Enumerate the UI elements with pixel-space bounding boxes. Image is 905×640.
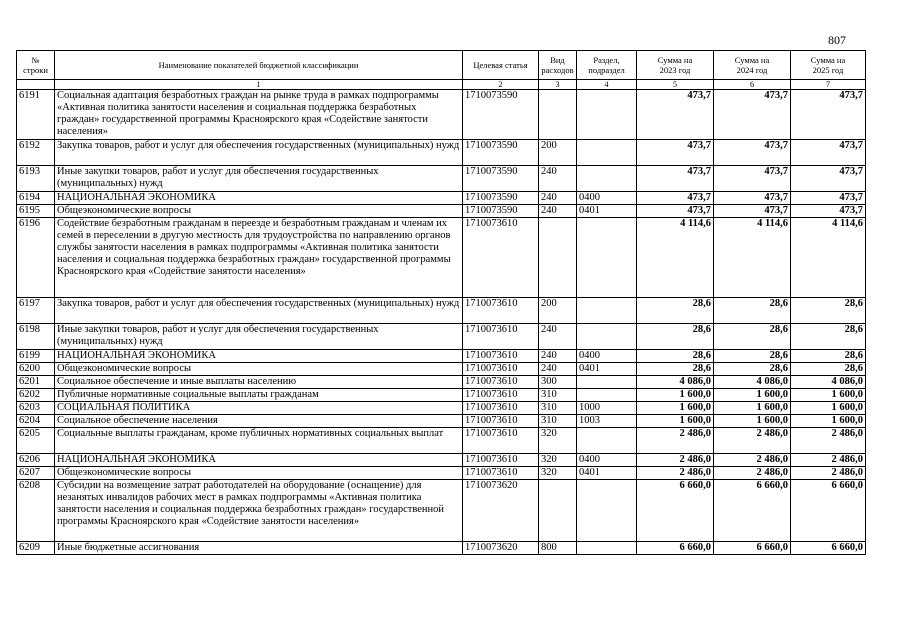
section-cell bbox=[577, 140, 637, 166]
header-sum-2023-text: Сумма на 2023 год bbox=[657, 55, 693, 75]
target-article-cell: 1710073590 bbox=[463, 140, 539, 166]
target-article-cell: 1710073610 bbox=[463, 415, 539, 428]
sum-2023-cell: 473,7 bbox=[637, 205, 714, 218]
sum-2024-cell: 4 086,0 bbox=[714, 376, 791, 389]
sum-2025-cell: 1 600,0 bbox=[791, 389, 866, 402]
indicator-name-cell: СОЦИАЛЬНАЯ ПОЛИТИКА bbox=[55, 402, 463, 415]
sum-2024-cell: 2 486,0 bbox=[714, 428, 791, 454]
column-number: 2 bbox=[463, 80, 539, 90]
column-number-row bbox=[17, 80, 866, 90]
indicator-name-cell: Субсидии на возмещение затрат работодателей на оборудование (оснащение) для незанятых инвалидов рабочих мест в рамках подпрограммы «Активная политика занятости населения и социальная поддержка безработных граждан» государственной программы Красноярского края «Содействие занятости населения» bbox=[55, 480, 463, 542]
row-number-cell: 6208 bbox=[17, 480, 55, 542]
expense-type-cell: 310 bbox=[539, 415, 577, 428]
target-article-cell: 1710073610 bbox=[463, 376, 539, 389]
target-article-cell: 1710073610 bbox=[463, 454, 539, 467]
indicator-name-cell: Социальное обеспечение и иные выплаты населению bbox=[55, 376, 463, 389]
indicator-name-cell: Публичные нормативные социальные выплаты гражданам bbox=[55, 389, 463, 402]
header-sum-2025-text: Сумма на 2025 год bbox=[810, 55, 846, 75]
table-row bbox=[17, 402, 866, 415]
header-sum-2024-text: Сумма на 2024 год bbox=[734, 55, 770, 75]
section-cell bbox=[577, 480, 637, 542]
section-cell bbox=[577, 90, 637, 140]
sum-2024-cell: 6 660,0 bbox=[714, 542, 791, 555]
header-section bbox=[577, 51, 637, 80]
expense-type-cell: 300 bbox=[539, 376, 577, 389]
expense-type-cell: 240 bbox=[539, 192, 577, 205]
sum-2023-cell: 2 486,0 bbox=[637, 428, 714, 454]
sum-2024-cell: 473,7 bbox=[714, 140, 791, 166]
indicator-name-cell: Социальная адаптация безработных граждан на рынке труда в рамках подпрограммы «Активная политика занятости населения и социальная поддержка безработных граждан» государственной программы Красноярского края «Содействие занятости населения» bbox=[55, 90, 463, 140]
header-row-no bbox=[17, 51, 55, 80]
sum-2024-cell: 473,7 bbox=[714, 90, 791, 140]
sum-2023-cell: 1 600,0 bbox=[637, 415, 714, 428]
expense-type-cell bbox=[539, 480, 577, 542]
row-number-cell: 6199 bbox=[17, 350, 55, 363]
column-number: 1 bbox=[55, 80, 463, 90]
expense-type-cell: 240 bbox=[539, 166, 577, 192]
target-article-cell: 1710073610 bbox=[463, 428, 539, 454]
sum-2025-cell: 1 600,0 bbox=[791, 402, 866, 415]
section-cell: 1000 bbox=[577, 402, 637, 415]
sum-2025-cell: 6 660,0 bbox=[791, 542, 866, 555]
sum-2025-cell: 4 114,6 bbox=[791, 218, 866, 298]
expense-type-cell: 200 bbox=[539, 140, 577, 166]
sum-2024-cell: 1 600,0 bbox=[714, 402, 791, 415]
table-row bbox=[17, 350, 866, 363]
target-article-cell: 1710073590 bbox=[463, 166, 539, 192]
sum-2025-cell: 28,6 bbox=[791, 350, 866, 363]
row-number-cell: 6205 bbox=[17, 428, 55, 454]
section-cell bbox=[577, 298, 637, 324]
sum-2024-cell: 2 486,0 bbox=[714, 467, 791, 480]
table-row bbox=[17, 324, 866, 350]
row-number-cell: 6202 bbox=[17, 389, 55, 402]
row-number-cell: 6207 bbox=[17, 467, 55, 480]
target-article-cell: 1710073590 bbox=[463, 205, 539, 218]
row-number-cell: 6204 bbox=[17, 415, 55, 428]
expense-type-cell: 310 bbox=[539, 389, 577, 402]
indicator-name-cell: Закупка товаров, работ и услуг для обеспечения государственных (муниципальных) нужд bbox=[55, 140, 463, 166]
sum-2023-cell: 4 086,0 bbox=[637, 376, 714, 389]
target-article-cell: 1710073610 bbox=[463, 350, 539, 363]
sum-2023-cell: 473,7 bbox=[637, 192, 714, 205]
target-article-cell: 1710073610 bbox=[463, 363, 539, 376]
sum-2025-cell: 473,7 bbox=[791, 205, 866, 218]
expense-type-cell: 310 bbox=[539, 402, 577, 415]
sum-2023-cell: 28,6 bbox=[637, 363, 714, 376]
expense-type-cell: 240 bbox=[539, 205, 577, 218]
table-row bbox=[17, 166, 866, 192]
indicator-name-cell: Содействие безработным гражданам в переезде и безработным гражданам и членам их семей в переселении в другую местность для трудоустройства по направлению органов службы занятости населения в рамках подпрограммы «Активная политика занятости населения и социальная поддержка безработных граждан» государственной программы Красноярского края «Содействие занятости населения» bbox=[55, 218, 463, 298]
row-number-cell: 6206 bbox=[17, 454, 55, 467]
sum-2025-cell: 2 486,0 bbox=[791, 467, 866, 480]
sum-2024-cell: 28,6 bbox=[714, 350, 791, 363]
table-row bbox=[17, 467, 866, 480]
sum-2024-cell: 28,6 bbox=[714, 363, 791, 376]
budget-table bbox=[16, 50, 866, 555]
sum-2024-cell: 1 600,0 bbox=[714, 389, 791, 402]
sum-2024-cell: 2 486,0 bbox=[714, 454, 791, 467]
column-number: 4 bbox=[577, 80, 637, 90]
indicator-name-cell: НАЦИОНАЛЬНАЯ ЭКОНОМИКА bbox=[55, 350, 463, 363]
sum-2023-cell: 2 486,0 bbox=[637, 454, 714, 467]
sum-2023-cell: 28,6 bbox=[637, 350, 714, 363]
expense-type-cell: 320 bbox=[539, 428, 577, 454]
sum-2024-cell: 473,7 bbox=[714, 166, 791, 192]
table-row bbox=[17, 415, 866, 428]
table-row bbox=[17, 298, 866, 324]
indicator-name-cell: НАЦИОНАЛЬНАЯ ЭКОНОМИКА bbox=[55, 192, 463, 205]
sum-2023-cell: 6 660,0 bbox=[637, 480, 714, 542]
header-target bbox=[463, 51, 539, 80]
target-article-cell: 1710073610 bbox=[463, 218, 539, 298]
expense-type-cell: 240 bbox=[539, 350, 577, 363]
sum-2023-cell: 473,7 bbox=[637, 90, 714, 140]
section-cell: 1003 bbox=[577, 415, 637, 428]
row-number-cell: 6194 bbox=[17, 192, 55, 205]
header-row bbox=[17, 51, 866, 80]
sum-2023-cell: 473,7 bbox=[637, 140, 714, 166]
table-row bbox=[17, 480, 866, 542]
sum-2024-cell: 6 660,0 bbox=[714, 480, 791, 542]
table-row bbox=[17, 205, 866, 218]
target-article-cell: 1710073620 bbox=[463, 480, 539, 542]
header-type-text: Вид расходов bbox=[541, 55, 574, 75]
sum-2025-cell: 4 086,0 bbox=[791, 376, 866, 389]
indicator-name-cell: Иные закупки товаров, работ и услуг для обеспечения государственных (муниципальных) нужд bbox=[55, 166, 463, 192]
indicator-name-cell: Иные бюджетные ассигнования bbox=[55, 542, 463, 555]
column-number: 7 bbox=[791, 80, 866, 90]
section-cell bbox=[577, 389, 637, 402]
sum-2025-cell: 28,6 bbox=[791, 363, 866, 376]
table-body bbox=[17, 90, 866, 555]
indicator-name-cell: Иные закупки товаров, работ и услуг для обеспечения государственных (муниципальных) нужд bbox=[55, 324, 463, 350]
sum-2025-cell: 473,7 bbox=[791, 140, 866, 166]
sum-2023-cell: 1 600,0 bbox=[637, 389, 714, 402]
indicator-name-cell: Общеэкономические вопросы bbox=[55, 363, 463, 376]
section-cell: 0401 bbox=[577, 467, 637, 480]
table-row bbox=[17, 192, 866, 205]
row-number-cell: 6201 bbox=[17, 376, 55, 389]
sum-2025-cell: 2 486,0 bbox=[791, 428, 866, 454]
indicator-name-cell: Социальные выплаты гражданам, кроме публичных нормативных социальных выплат bbox=[55, 428, 463, 454]
section-cell: 0401 bbox=[577, 363, 637, 376]
row-number-cell: 6191 bbox=[17, 90, 55, 140]
expense-type-cell: 320 bbox=[539, 467, 577, 480]
header-sum-2023 bbox=[637, 51, 714, 80]
sum-2024-cell: 473,7 bbox=[714, 205, 791, 218]
column-number: 5 bbox=[637, 80, 714, 90]
expense-type-cell: 320 bbox=[539, 454, 577, 467]
sum-2025-cell: 28,6 bbox=[791, 298, 866, 324]
column-number: 6 bbox=[714, 80, 791, 90]
section-cell bbox=[577, 376, 637, 389]
indicator-name-cell: Закупка товаров, работ и услуг для обеспечения государственных (муниципальных) нужд bbox=[55, 298, 463, 324]
header-name bbox=[55, 51, 463, 80]
table-row bbox=[17, 454, 866, 467]
target-article-cell: 1710073610 bbox=[463, 389, 539, 402]
table-row bbox=[17, 542, 866, 555]
section-cell bbox=[577, 428, 637, 454]
expense-type-cell: 240 bbox=[539, 324, 577, 350]
sum-2023-cell: 2 486,0 bbox=[637, 467, 714, 480]
sum-2023-cell: 28,6 bbox=[637, 324, 714, 350]
expense-type-cell: 800 bbox=[539, 542, 577, 555]
header-row-no-text: № строки bbox=[23, 55, 48, 75]
expense-type-cell: 200 bbox=[539, 298, 577, 324]
row-number-cell: 6198 bbox=[17, 324, 55, 350]
sum-2024-cell: 28,6 bbox=[714, 298, 791, 324]
header-sum-2025 bbox=[791, 51, 866, 80]
row-number-cell: 6209 bbox=[17, 542, 55, 555]
row-number-cell: 6195 bbox=[17, 205, 55, 218]
row-number-cell: 6193 bbox=[17, 166, 55, 192]
target-article-cell: 1710073590 bbox=[463, 90, 539, 140]
row-number-cell: 6192 bbox=[17, 140, 55, 166]
sum-2025-cell: 473,7 bbox=[791, 192, 866, 205]
expense-type-cell bbox=[539, 90, 577, 140]
table-row bbox=[17, 90, 866, 140]
sum-2025-cell: 473,7 bbox=[791, 166, 866, 192]
section-cell: 0401 bbox=[577, 205, 637, 218]
column-number bbox=[17, 80, 55, 90]
indicator-name-cell: НАЦИОНАЛЬНАЯ ЭКОНОМИКА bbox=[55, 454, 463, 467]
sum-2024-cell: 473,7 bbox=[714, 192, 791, 205]
sum-2025-cell: 2 486,0 bbox=[791, 454, 866, 467]
sum-2024-cell: 28,6 bbox=[714, 324, 791, 350]
indicator-name-cell: Общеэкономические вопросы bbox=[55, 467, 463, 480]
sum-2025-cell: 473,7 bbox=[791, 90, 866, 140]
sum-2023-cell: 28,6 bbox=[637, 298, 714, 324]
sum-2023-cell: 473,7 bbox=[637, 166, 714, 192]
sum-2025-cell: 1 600,0 bbox=[791, 415, 866, 428]
sum-2023-cell: 6 660,0 bbox=[637, 542, 714, 555]
table-row bbox=[17, 218, 866, 298]
expense-type-cell: 240 bbox=[539, 363, 577, 376]
row-number-cell: 6196 bbox=[17, 218, 55, 298]
table-row bbox=[17, 363, 866, 376]
table-row bbox=[17, 428, 866, 454]
header-section-text: Раздел, подраздел bbox=[588, 55, 625, 75]
row-number-cell: 6197 bbox=[17, 298, 55, 324]
target-article-cell: 1710073610 bbox=[463, 467, 539, 480]
row-number-cell: 6203 bbox=[17, 402, 55, 415]
section-cell bbox=[577, 166, 637, 192]
target-article-cell: 1710073590 bbox=[463, 192, 539, 205]
sum-2024-cell: 4 114,6 bbox=[714, 218, 791, 298]
header-type bbox=[539, 51, 577, 80]
table-row bbox=[17, 140, 866, 166]
section-cell: 0400 bbox=[577, 350, 637, 363]
section-cell bbox=[577, 324, 637, 350]
sum-2023-cell: 4 114,6 bbox=[637, 218, 714, 298]
target-article-cell: 1710073610 bbox=[463, 402, 539, 415]
row-number-cell: 6200 bbox=[17, 363, 55, 376]
header-sum-2024 bbox=[714, 51, 791, 80]
sum-2025-cell: 6 660,0 bbox=[791, 480, 866, 542]
table-row bbox=[17, 389, 866, 402]
table-row bbox=[17, 376, 866, 389]
sum-2025-cell: 28,6 bbox=[791, 324, 866, 350]
target-article-cell: 1710073620 bbox=[463, 542, 539, 555]
section-cell: 0400 bbox=[577, 192, 637, 205]
sum-2023-cell: 1 600,0 bbox=[637, 402, 714, 415]
expense-type-cell bbox=[539, 218, 577, 298]
header-name-text: Наименование показателей бюджетной классификации bbox=[158, 60, 359, 70]
section-cell: 0400 bbox=[577, 454, 637, 467]
indicator-name-cell: Социальное обеспечение населения bbox=[55, 415, 463, 428]
target-article-cell: 1710073610 bbox=[463, 324, 539, 350]
column-number: 3 bbox=[539, 80, 577, 90]
target-article-cell: 1710073610 bbox=[463, 298, 539, 324]
section-cell bbox=[577, 542, 637, 555]
sum-2024-cell: 1 600,0 bbox=[714, 415, 791, 428]
header-target-text: Целевая статья bbox=[473, 60, 528, 70]
page-number: 807 bbox=[828, 33, 846, 47]
section-cell bbox=[577, 218, 637, 298]
indicator-name-cell: Общеэкономические вопросы bbox=[55, 205, 463, 218]
